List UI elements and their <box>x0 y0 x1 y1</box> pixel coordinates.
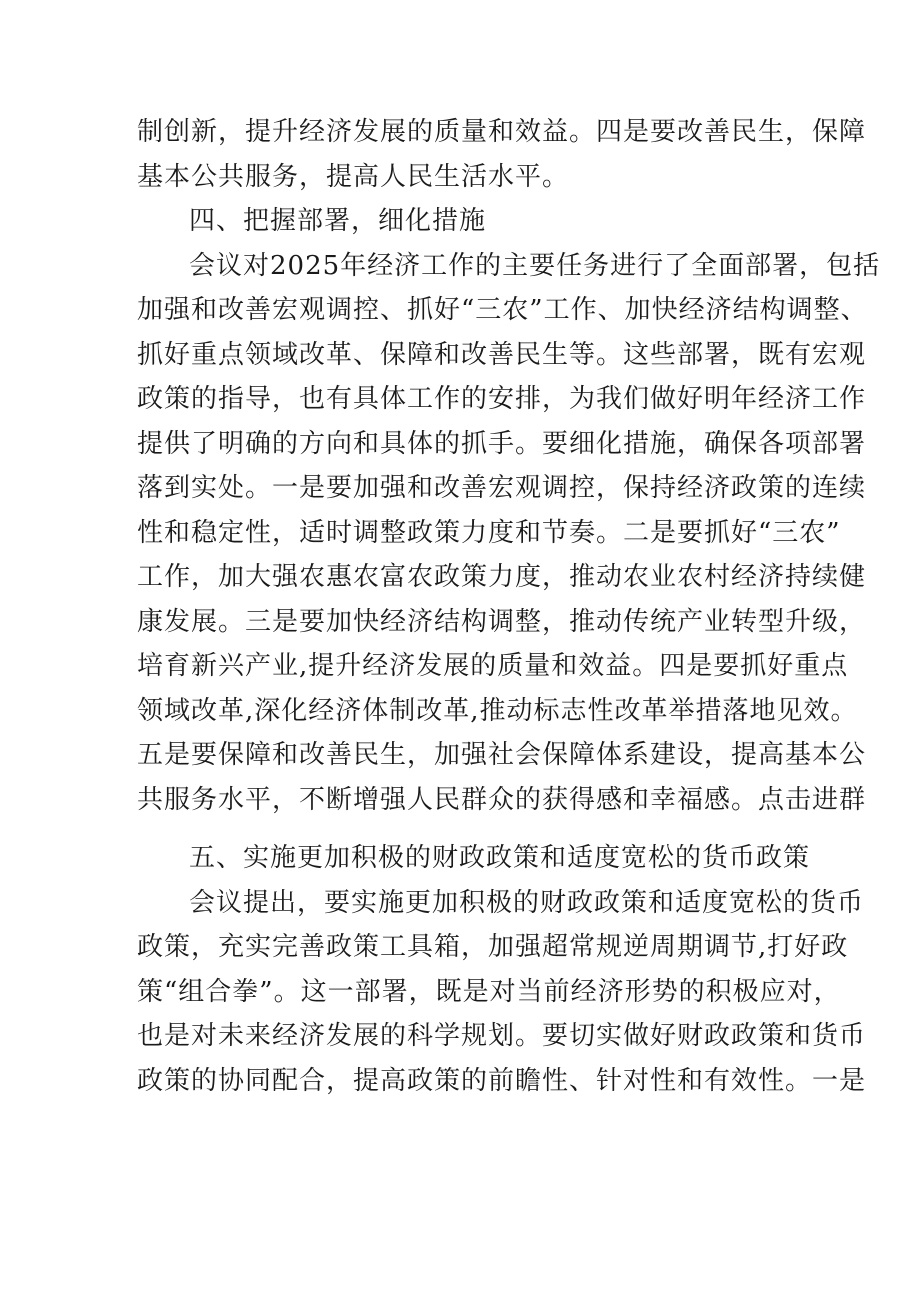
text-line: 提供了明确的方向和具体的抓手。要细化措施，确保各项部署 <box>137 428 867 459</box>
text-line: 性和稳定性，适时调整政策力度和节奏。二是要抓好“三农” <box>137 517 841 548</box>
text-line: 抓好重点领域改革、保障和改善民生等。这些部署，既有宏观 <box>137 339 867 370</box>
text-line: 共服务水平，不断增强人民群众的获得感和幸福感。点击进群 <box>137 784 867 815</box>
paragraph-continued <box>137 110 867 199</box>
paragraph-section-5 <box>137 881 867 1104</box>
text-line: 康发展。三是要加快经济结构调整，推动传统产业转型升级， <box>137 606 867 637</box>
section-heading-5: 五、实施更加积极的财政政策和适度宽松的货币政策 <box>189 843 811 873</box>
text-line: 基本公共服务，提高人民生活水平。 <box>137 161 570 192</box>
text-line: 培育新兴产业,提升经济发展的质量和效益。四是要抓好重点 <box>137 651 849 681</box>
text-line: 工作，加大强农惠农富农政策力度，推动农业农村经济持续健 <box>137 562 867 592</box>
text-line: 领域改革,深化经济体制改革,推动标志性改革举措落地见效。 <box>137 695 858 726</box>
section-heading-4: 四、把握部署，细化措施 <box>189 206 487 236</box>
text-line: 制创新，提升经济发展的质量和效益。四是要改善民生，保障 <box>137 117 867 147</box>
text-line: 落到实处。一是要加强和改善宏观调控，保持经济政策的连续 <box>137 473 867 503</box>
text-line: 政策的协同配合，提高政策的前瞻性、针对性和有效性。一是 <box>137 1065 867 1096</box>
text-line: 会议提出，要实施更加积极的财政政策和适度宽松的货币 <box>189 887 865 918</box>
text-line: 加强和改善宏观调控、抓好“三农”工作、加快经济结构调整、 <box>137 295 868 325</box>
paragraph-section-4 <box>137 244 881 823</box>
text-line: 五是要保障和改善民生，加强社会保障体系建设，提高基本公 <box>137 740 867 770</box>
text-line: 政策的指导，也有具体工作的安排，为我们做好明年经济工作 <box>137 384 867 414</box>
text-line: 策“组合拳”。这一部署，既是对当前经济形势的积极应对， <box>137 976 841 1007</box>
text-line: 会议对2025年经济工作的主要任务进行了全面部署，包括 <box>189 250 881 281</box>
text-line: 政策，充实完善政策工具箱，加强超常规逆周期调节,打好政 <box>137 932 849 962</box>
document-body <box>137 110 881 1103</box>
text-line: 也是对未来经济发展的科学规划。要切实做好财政政策和货币 <box>137 1021 867 1051</box>
